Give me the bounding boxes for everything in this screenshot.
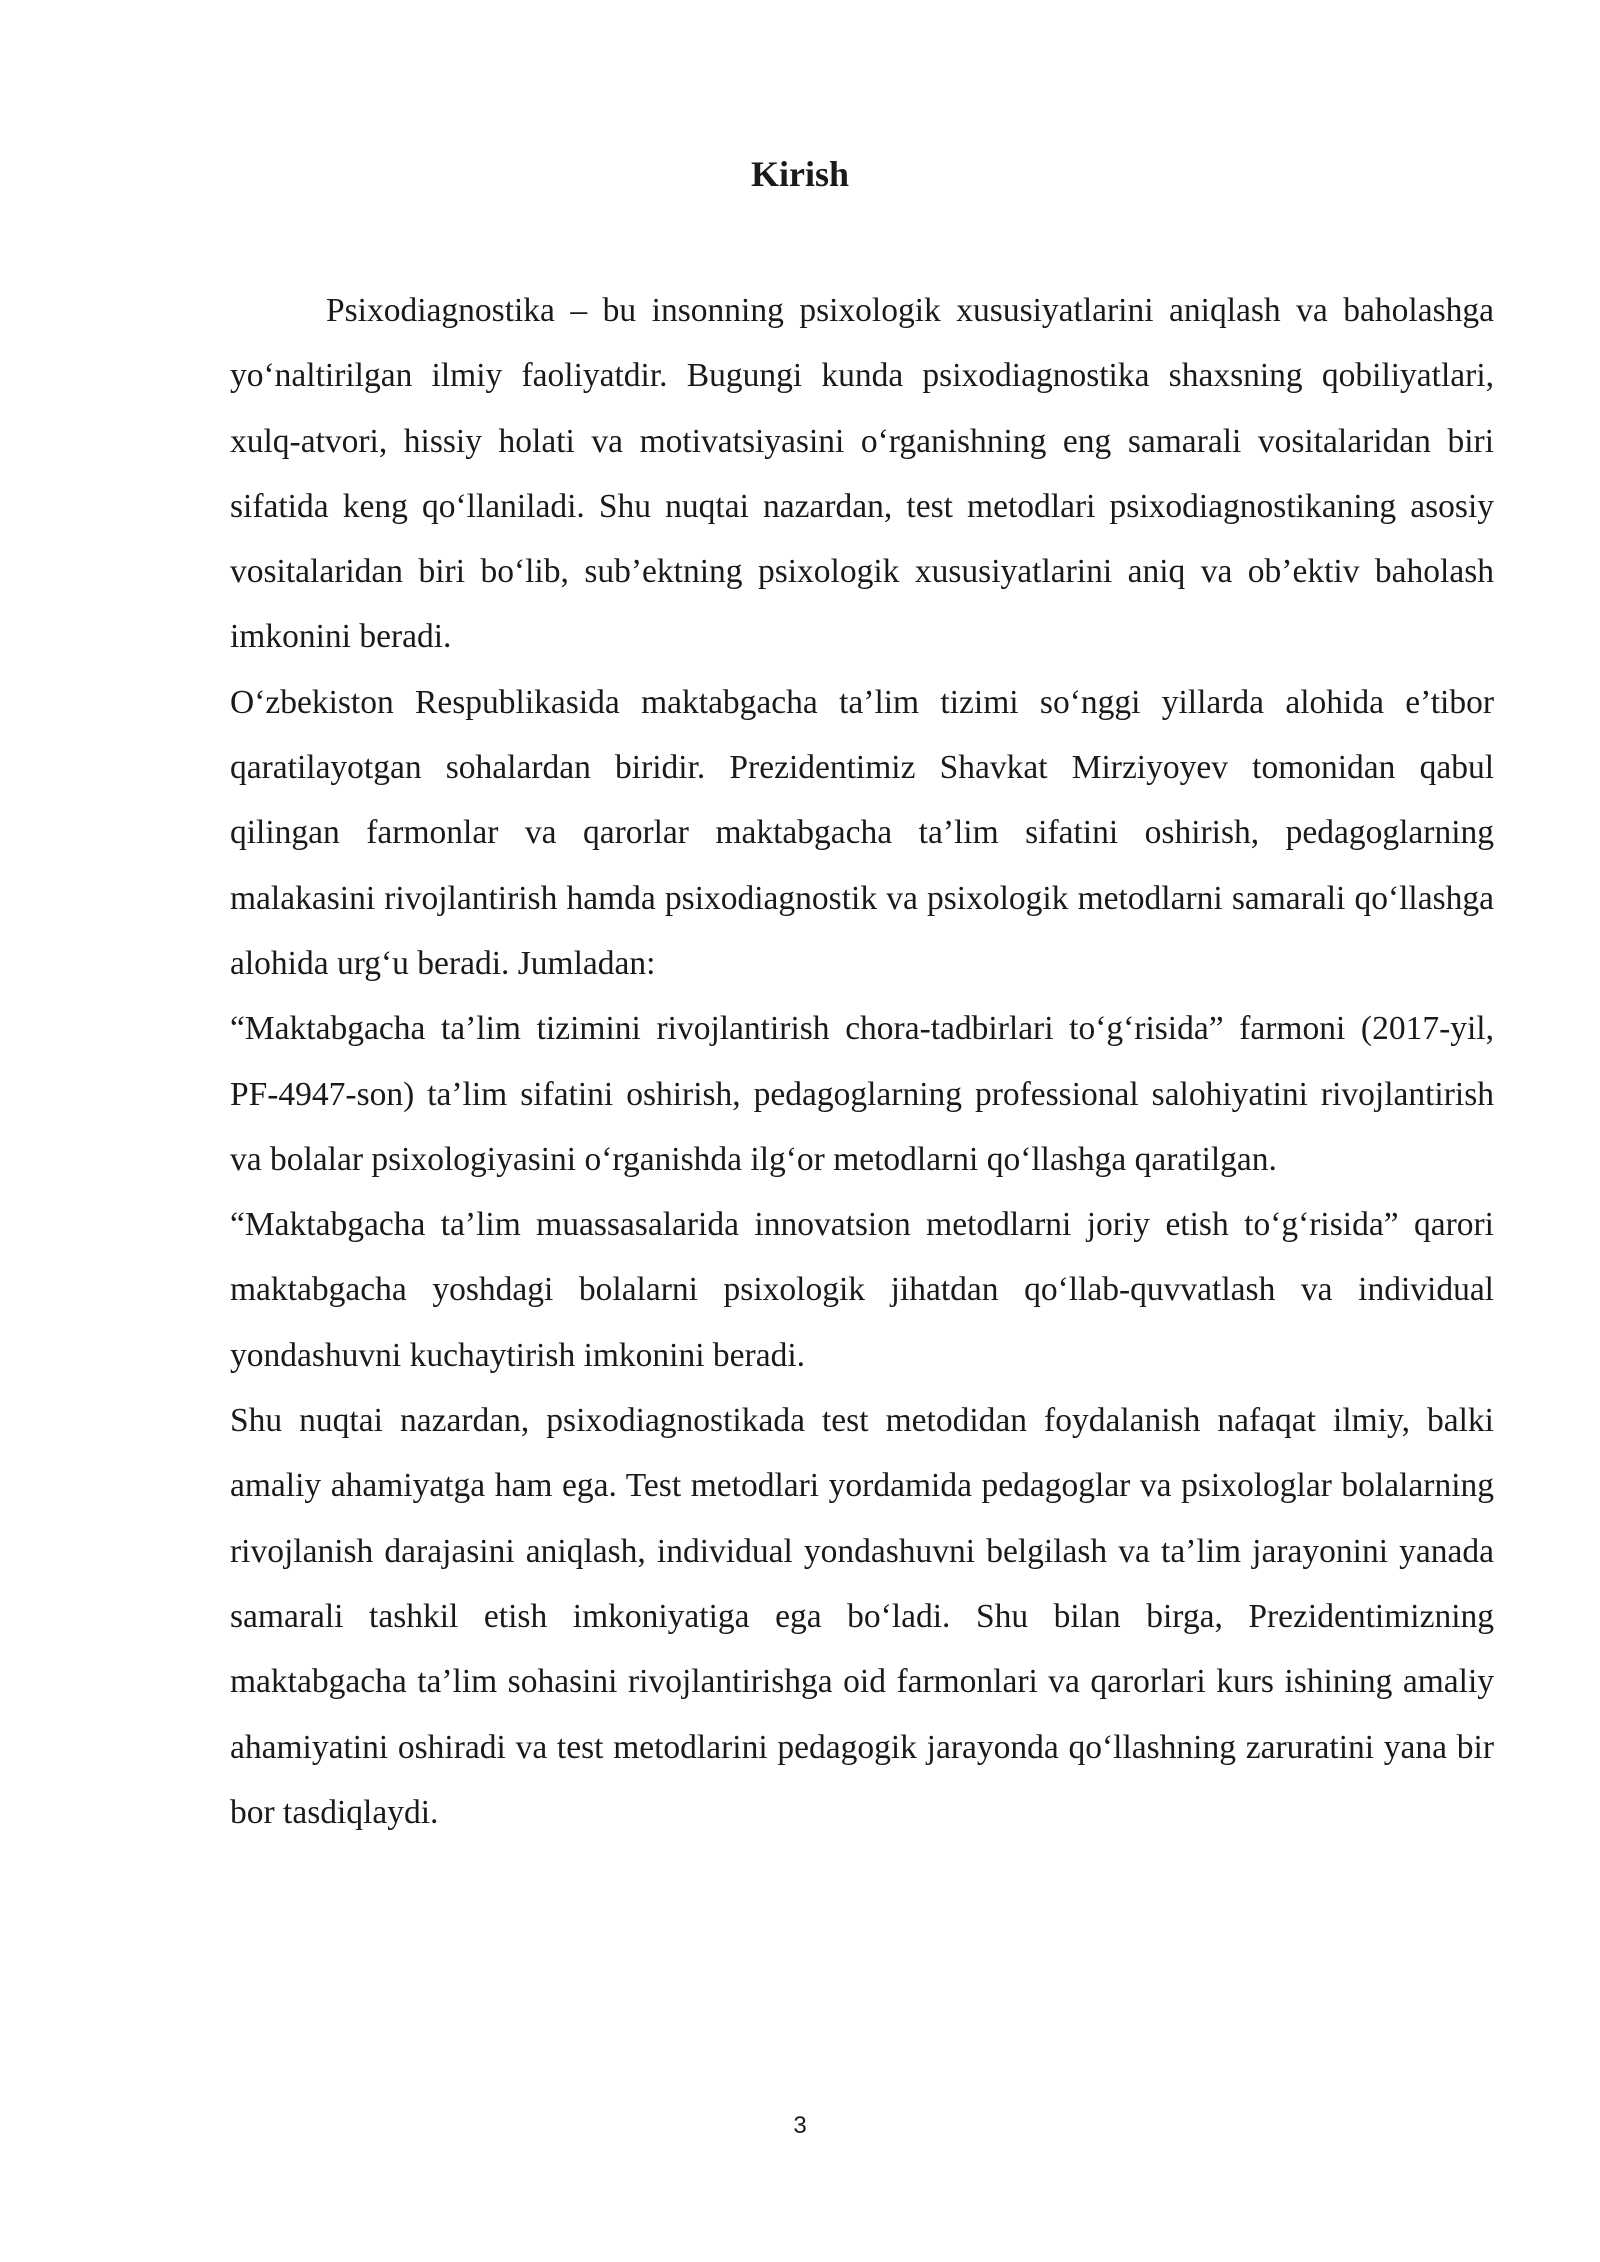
paragraph-conclusion: Shu nuqtai nazardan, psixodiagnostikada test metodidan foydalanish nafaqat ilmiy, balki amaliy ahamiyatga ham ega. Test metodlari yordamida pedagoglar va psixologlar bolalarning rivojlanish darajasini aniqlash, individual yondashuvni belgilash va ta’lim jarayonini yanada samarali tashkil etish imkoniyatiga ega bo‘ladi. Shu bilan birga, Prezidentimizning maktabgacha ta’lim sohasini rivojlantirishga oid farmonlari va qarorlari kurs ishining amaliy ahamiyatini oshiradi va test metodlarini pedagogik jarayonda qo‘llashning zaruratini yana bir bor tasdiqlaydi. <box>230 1402 1494 1831</box>
section-title: Kirish <box>750 154 849 194</box>
paragraph-intro: Psixodiagnostika – bu insonning psixologik xususiyatlarini aniqlash va baholashga yo‘naltirilgan ilmiy faoliyatdir. Bugungi kunda psixodiagnostika shaxsning qobiliyatlari, xulq-atvori, hissiy holati va motivatsiyasini o‘rganishning eng samarali vositalaridan biri sifatida keng qo‘llaniladi. Shu nuqtai nazardan, test metodlari psixodiagnostikaning asosiy vositalaridan biri bo‘lib, sub’ektning psixologik xususiyatlarini aniq va ob’ektiv baholash imkonini beradi. <box>230 292 1494 656</box>
page-number: 3 <box>793 2112 807 2139</box>
body-text <box>230 278 1494 1845</box>
paragraph-resolution: “Maktabgacha ta’lim muassasalarida innovatsion metodlarni joriy etish to‘g‘risida” qarori maktabgacha yoshdagi bolalarni psixologik jihatdan qo‘llab-quvvatlash va individual yondashuvni kuchaytirish imkonini beradi. <box>230 1206 1494 1374</box>
paragraph-decree: “Maktabgacha ta’lim tizimini rivojlantirish chora-tadbirlari to‘g‘risida” farmoni (2017-yil, PF-4947-son) ta’lim sifatini oshirish, pedagoglarning professional salohiyatini rivojlantirish va bolalar psixologiyasini o‘rganishda ilg‘or metodlarni qo‘llashga qaratilgan. <box>230 1010 1494 1178</box>
paragraph-preschool-system: O‘zbekiston Respublikasida maktabgacha ta’lim tizimi so‘nggi yillarda alohida e’tibor qaratilayotgan sohalardan biridir. Prezidentimiz Shavkat Mirziyoyev tomonidan qabul qilingan farmonlar va qarorlar maktabgacha ta’lim sifatini oshirish, pedagoglarning malakasini rivojlantirish hamda psixodiagnostik va psixologik metodlarni samarali qo‘llashga alohida urg‘u beradi. Jumladan: <box>230 683 1494 982</box>
